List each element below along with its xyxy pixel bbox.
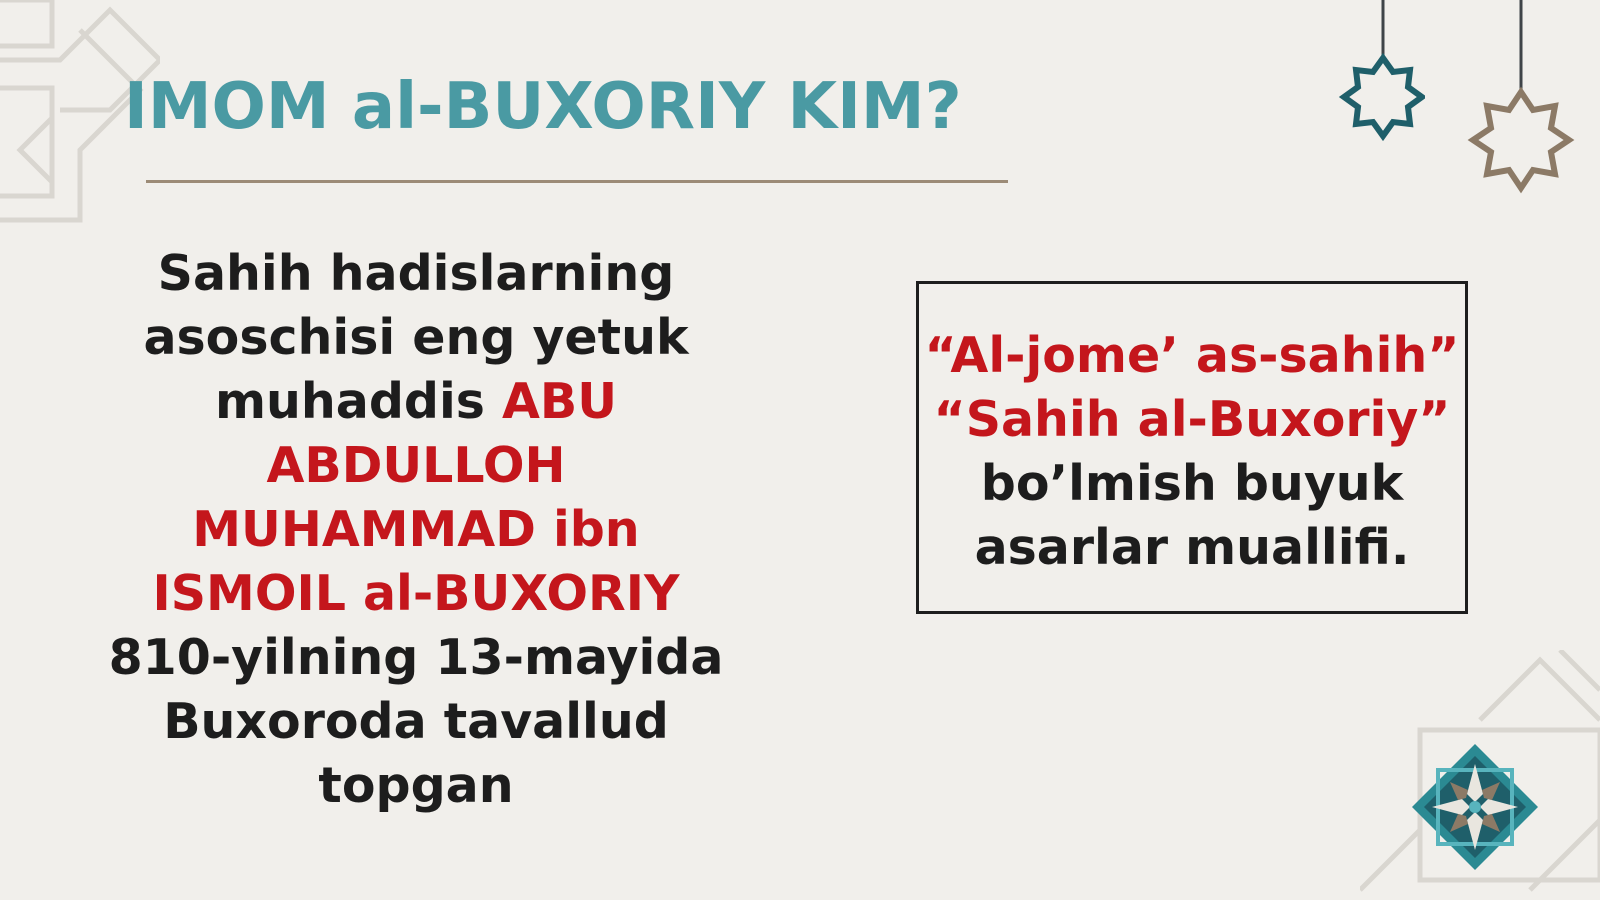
highlighted-name: ABU bbox=[502, 373, 618, 430]
hanging-star-large bbox=[1465, 0, 1575, 200]
page-title: IMOM al-BUXORIY KIM? bbox=[124, 70, 962, 144]
geometric-tile-icon bbox=[1410, 742, 1540, 872]
text-line: Sahih hadislarning bbox=[157, 245, 675, 302]
text-line: muhaddis bbox=[214, 373, 502, 430]
hanging-star-small bbox=[1335, 0, 1425, 145]
work-title: “Al-jome’ as-sahih” bbox=[924, 327, 1460, 384]
text-line: 810-yilning 13-mayida bbox=[108, 629, 724, 686]
work-title: “Sahih al-Buxoriy” bbox=[933, 391, 1451, 448]
works-box bbox=[916, 281, 1468, 614]
text-line: bo’lmish buyuk bbox=[980, 455, 1404, 512]
highlighted-name: ISMOIL al-BUXORIY bbox=[152, 565, 680, 622]
biography-paragraph bbox=[100, 242, 732, 818]
title-underline bbox=[146, 180, 1008, 183]
highlighted-name: ABDULLOH bbox=[266, 437, 566, 494]
text-line: asoschisi eng yetuk bbox=[143, 309, 689, 366]
text-line: topgan bbox=[318, 757, 514, 814]
text-line: asarlar muallifi. bbox=[974, 519, 1410, 576]
text-line: Buxoroda tavallud bbox=[163, 693, 669, 750]
highlighted-name: MUHAMMAD ibn bbox=[192, 501, 640, 558]
